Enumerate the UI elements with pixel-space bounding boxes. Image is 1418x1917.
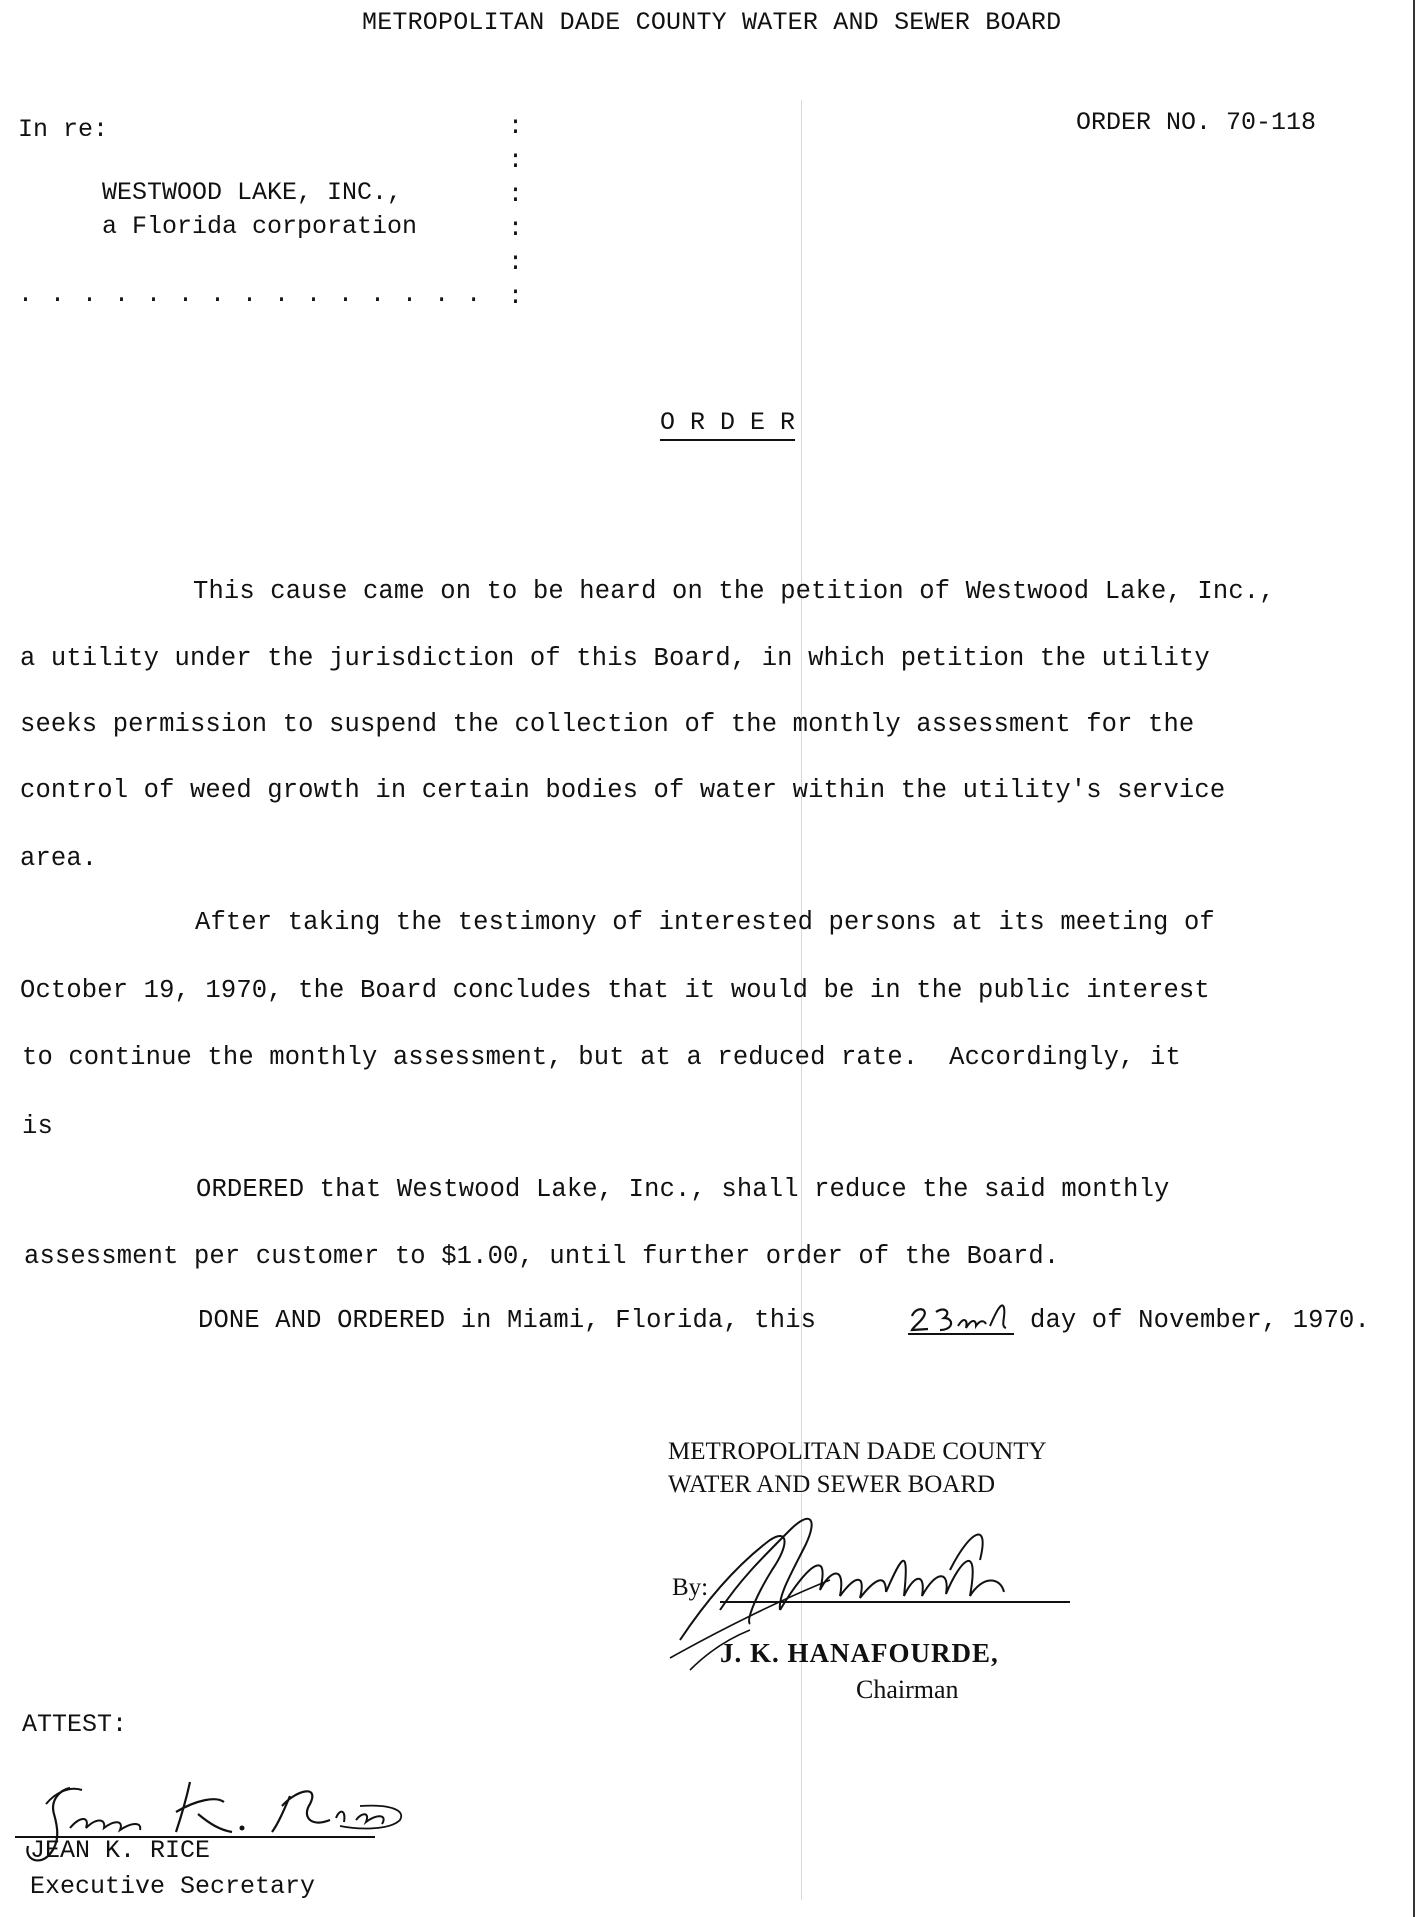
body-line: October 19, 1970, the Board concludes that it would be in the public interest bbox=[20, 976, 1210, 1005]
party-name: WESTWOOD LAKE, INC., bbox=[102, 178, 403, 207]
body-line: a utility under the jurisdiction of this Board, in which petition the utility bbox=[20, 644, 1210, 673]
handwritten-day bbox=[906, 1302, 1018, 1338]
done-ordered-suffix: day of November, 1970. bbox=[1030, 1306, 1370, 1335]
done-ordered-prefix: DONE AND ORDERED in Miami, Florida, this bbox=[198, 1306, 817, 1335]
body-line: area. bbox=[20, 844, 98, 873]
caption-dots: . . . . . . . . . . . . . . . bbox=[18, 280, 483, 309]
caption-colon: : bbox=[508, 248, 524, 277]
signer-title: Chairman bbox=[856, 1675, 959, 1704]
order-number: ORDER NO. 70-118 bbox=[1076, 108, 1317, 137]
signer-name: J. K. HANAFOURDE, bbox=[720, 1638, 999, 1668]
signature-by-label: By: bbox=[672, 1574, 709, 1601]
caption-colon: : bbox=[508, 180, 524, 209]
body-line: After taking the testimony of interested persons at its meeting of bbox=[195, 908, 1215, 937]
body-line: is bbox=[22, 1112, 53, 1141]
in-re-label: In re: bbox=[18, 115, 109, 144]
body-line: assessment per customer to $1.00, until further order of the Board. bbox=[24, 1242, 1060, 1271]
caption-colon: : bbox=[508, 146, 524, 175]
party-description: a Florida corporation bbox=[102, 212, 418, 241]
body-line: to continue the monthly assessment, but at a reduced rate. Accordingly, it bbox=[22, 1043, 1181, 1072]
handwritten-day-svg bbox=[906, 1302, 1018, 1338]
document-header: METROPOLITAN DADE COUNTY WATER AND SEWER BOARD bbox=[362, 8, 1062, 37]
caption-colon: : bbox=[508, 112, 524, 141]
signature-org-line2: WATER AND SEWER BOARD bbox=[668, 1471, 996, 1498]
order-heading: O R D E R bbox=[660, 408, 796, 437]
body-line: seeks permission to suspend the collection of the monthly assessment for the bbox=[20, 710, 1195, 739]
body-line: ORDERED that Westwood Lake, Inc., shall reduce the said monthly bbox=[196, 1175, 1170, 1204]
caption-colon: : bbox=[508, 214, 524, 243]
attest-label: ATTEST: bbox=[22, 1710, 128, 1739]
caption-colon: : bbox=[508, 282, 524, 311]
body-line: This cause came on to be heard on the petition of Westwood Lake, Inc., bbox=[193, 577, 1275, 606]
page-edge bbox=[1413, 0, 1415, 1917]
signature-org-line1: METROPOLITAN DADE COUNTY bbox=[668, 1438, 1047, 1465]
body-line: control of weed growth in certain bodies of water within the utility's service bbox=[20, 776, 1226, 805]
attest-name: JEAN K. RICE bbox=[30, 1836, 211, 1865]
attest-title: Executive Secretary bbox=[30, 1872, 316, 1901]
